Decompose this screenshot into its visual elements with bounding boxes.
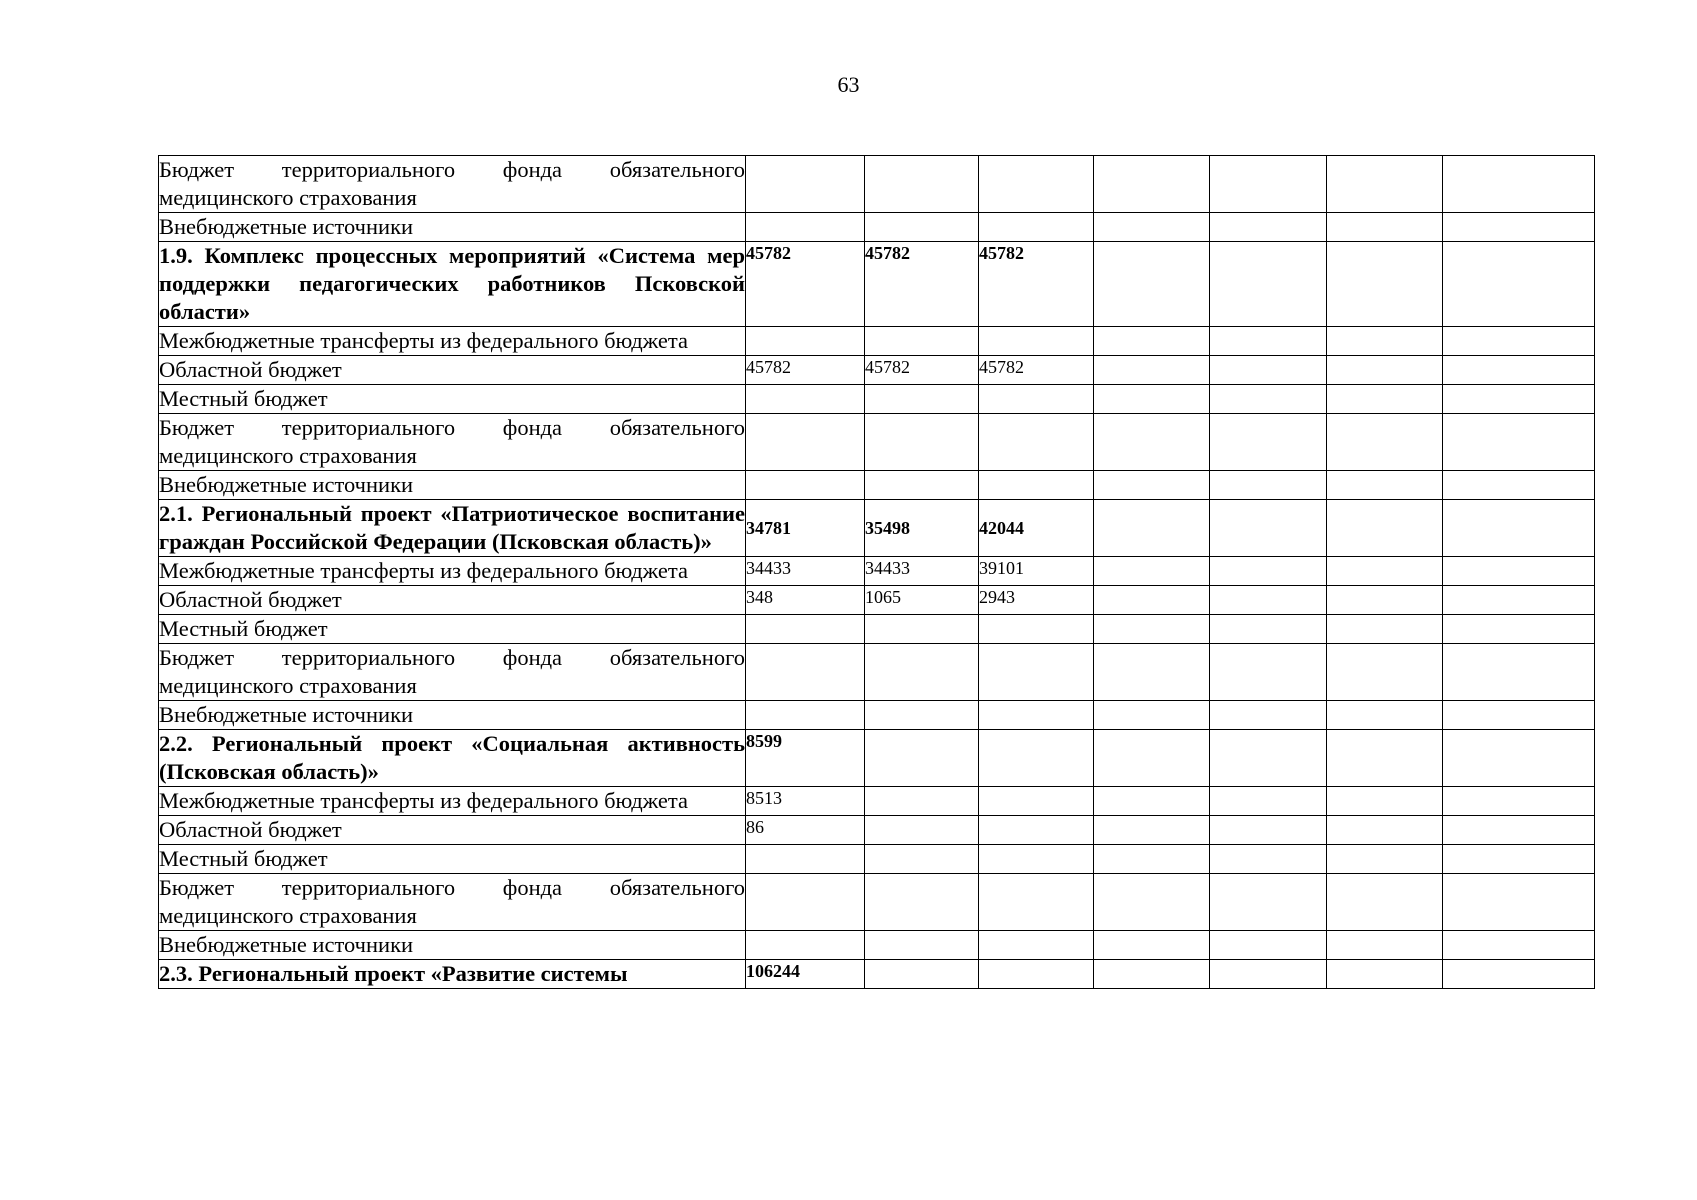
value-cell xyxy=(1327,586,1443,615)
value-cell xyxy=(1094,931,1210,960)
value-cell xyxy=(1327,500,1443,557)
value-cell xyxy=(979,471,1094,500)
value-cell xyxy=(1210,960,1327,989)
table-row xyxy=(159,960,1595,989)
value-cell xyxy=(1327,385,1443,414)
value-cell xyxy=(1094,874,1210,931)
value-cell xyxy=(1210,500,1327,557)
value-cell xyxy=(979,644,1094,701)
value-cell xyxy=(1327,615,1443,644)
value-cell: 348 xyxy=(746,586,865,615)
row-label: Областной бюджет xyxy=(159,356,746,385)
value-cell xyxy=(1094,730,1210,787)
value-cell xyxy=(979,845,1094,874)
table-row xyxy=(159,845,1595,874)
value-cell xyxy=(746,327,865,356)
value-cell xyxy=(1210,586,1327,615)
value-cell: 35498 xyxy=(865,500,979,557)
value-cell xyxy=(1094,960,1210,989)
table-row xyxy=(159,385,1595,414)
value-cell xyxy=(1210,385,1327,414)
value-cell xyxy=(1327,356,1443,385)
value-cell xyxy=(1210,242,1327,327)
value-cell xyxy=(865,931,979,960)
value-cell xyxy=(979,327,1094,356)
section-label: 2.1. Региональный проект «Патриотическое воспитание граждан Российской Федерации (Псковская область)» xyxy=(159,500,746,557)
value-cell xyxy=(1443,787,1595,816)
table-row xyxy=(159,615,1595,644)
value-cell xyxy=(1443,471,1595,500)
value-cell xyxy=(1443,845,1595,874)
value-cell xyxy=(1210,356,1327,385)
value-cell: 1065 xyxy=(865,586,979,615)
value-cell xyxy=(1327,730,1443,787)
table-row xyxy=(159,356,1595,385)
value-cell xyxy=(865,414,979,471)
value-cell: 2943 xyxy=(979,586,1094,615)
value-cell xyxy=(1443,557,1595,586)
value-cell xyxy=(1094,787,1210,816)
value-cell xyxy=(979,414,1094,471)
table-row xyxy=(159,500,1595,557)
value-cell xyxy=(1210,156,1327,213)
value-cell xyxy=(1094,156,1210,213)
value-cell xyxy=(1210,471,1327,500)
value-cell xyxy=(865,471,979,500)
value-cell xyxy=(865,615,979,644)
value-cell xyxy=(1094,242,1210,327)
value-cell: 8513 xyxy=(746,787,865,816)
value-cell xyxy=(1443,156,1595,213)
value-cell: 42044 xyxy=(979,500,1094,557)
value-cell xyxy=(1210,874,1327,931)
value-cell xyxy=(746,845,865,874)
value-cell xyxy=(1327,787,1443,816)
value-cell xyxy=(1443,615,1595,644)
row-label: Местный бюджет xyxy=(159,385,746,414)
value-cell: 45782 xyxy=(746,242,865,327)
value-cell xyxy=(1443,730,1595,787)
value-cell: 106244 xyxy=(746,960,865,989)
value-cell: 34433 xyxy=(746,557,865,586)
table-row xyxy=(159,730,1595,787)
value-cell xyxy=(746,156,865,213)
value-cell xyxy=(1210,730,1327,787)
row-label: Местный бюджет xyxy=(159,615,746,644)
row-label: Бюджет территориального фонда обязательного медицинского страхования xyxy=(159,874,746,931)
value-cell xyxy=(1094,327,1210,356)
value-cell xyxy=(1327,960,1443,989)
value-cell xyxy=(1094,385,1210,414)
row-label: Межбюджетные трансферты из федерального бюджета xyxy=(159,787,746,816)
value-cell xyxy=(1210,931,1327,960)
value-cell xyxy=(746,471,865,500)
value-cell xyxy=(865,787,979,816)
page-number: 63 xyxy=(837,72,860,97)
value-cell xyxy=(1443,931,1595,960)
value-cell xyxy=(1094,615,1210,644)
value-cell xyxy=(1210,615,1327,644)
row-label: Внебюджетные источники xyxy=(159,931,746,960)
value-cell xyxy=(1443,414,1595,471)
row-label: Внебюджетные источники xyxy=(159,213,746,242)
value-cell: 39101 xyxy=(979,557,1094,586)
table-row xyxy=(159,414,1595,471)
value-cell xyxy=(1094,701,1210,730)
value-cell xyxy=(1443,385,1595,414)
value-cell xyxy=(865,874,979,931)
value-cell xyxy=(1327,557,1443,586)
value-cell xyxy=(1327,414,1443,471)
value-cell: 45782 xyxy=(865,242,979,327)
row-label: Внебюджетные источники xyxy=(159,471,746,500)
value-cell xyxy=(979,960,1094,989)
value-cell xyxy=(865,385,979,414)
value-cell xyxy=(1443,874,1595,931)
table-row xyxy=(159,156,1595,213)
table-row xyxy=(159,471,1595,500)
value-cell xyxy=(1443,242,1595,327)
value-cell xyxy=(1210,644,1327,701)
value-cell xyxy=(1443,356,1595,385)
value-cell xyxy=(1094,816,1210,845)
value-cell xyxy=(1327,327,1443,356)
value-cell xyxy=(1094,845,1210,874)
value-cell xyxy=(1094,644,1210,701)
table-row xyxy=(159,586,1595,615)
value-cell xyxy=(746,701,865,730)
budget-table xyxy=(158,155,1595,989)
value-cell xyxy=(1443,213,1595,242)
value-cell xyxy=(979,213,1094,242)
section-label: 2.2. Региональный проект «Социальная активность (Псковская область)» xyxy=(159,730,746,787)
value-cell xyxy=(1094,500,1210,557)
value-cell xyxy=(1094,414,1210,471)
value-cell: 86 xyxy=(746,816,865,845)
value-cell xyxy=(1210,557,1327,586)
row-label: Областной бюджет xyxy=(159,816,746,845)
value-cell xyxy=(746,644,865,701)
value-cell xyxy=(979,931,1094,960)
value-cell xyxy=(746,931,865,960)
value-cell xyxy=(865,701,979,730)
value-cell xyxy=(979,787,1094,816)
value-cell: 34433 xyxy=(865,557,979,586)
value-cell: 45782 xyxy=(979,356,1094,385)
value-cell xyxy=(1210,816,1327,845)
value-cell: 45782 xyxy=(746,356,865,385)
value-cell xyxy=(1443,701,1595,730)
value-cell xyxy=(1327,816,1443,845)
row-label: Внебюджетные источники xyxy=(159,701,746,730)
value-cell xyxy=(1443,644,1595,701)
value-cell xyxy=(979,701,1094,730)
row-label: Местный бюджет xyxy=(159,845,746,874)
value-cell: 34781 xyxy=(746,500,865,557)
value-cell xyxy=(1210,845,1327,874)
table-row xyxy=(159,242,1595,327)
value-cell xyxy=(1210,701,1327,730)
table-row xyxy=(159,701,1595,730)
value-cell xyxy=(1443,500,1595,557)
value-cell xyxy=(979,156,1094,213)
value-cell xyxy=(979,730,1094,787)
table-row xyxy=(159,874,1595,931)
row-label: Межбюджетные трансферты из федерального бюджета xyxy=(159,327,746,356)
value-cell xyxy=(865,327,979,356)
value-cell xyxy=(746,213,865,242)
value-cell xyxy=(979,615,1094,644)
value-cell xyxy=(865,644,979,701)
value-cell xyxy=(1327,644,1443,701)
value-cell: 45782 xyxy=(865,356,979,385)
value-cell xyxy=(865,156,979,213)
row-label: Бюджет территориального фонда обязательного медицинского страхования xyxy=(159,414,746,471)
value-cell xyxy=(746,615,865,644)
table-row xyxy=(159,816,1595,845)
value-cell xyxy=(1094,586,1210,615)
value-cell xyxy=(1327,845,1443,874)
value-cell xyxy=(865,845,979,874)
value-cell xyxy=(1210,414,1327,471)
value-cell xyxy=(865,960,979,989)
row-label: Областной бюджет xyxy=(159,586,746,615)
value-cell xyxy=(979,816,1094,845)
value-cell xyxy=(865,213,979,242)
budget-table-body xyxy=(159,156,1595,989)
value-cell xyxy=(1327,156,1443,213)
table-row xyxy=(159,931,1595,960)
value-cell: 8599 xyxy=(746,730,865,787)
value-cell xyxy=(1327,931,1443,960)
value-cell xyxy=(1210,787,1327,816)
value-cell xyxy=(746,874,865,931)
value-cell xyxy=(1443,816,1595,845)
value-cell xyxy=(979,874,1094,931)
row-label: Межбюджетные трансферты из федерального бюджета xyxy=(159,557,746,586)
value-cell xyxy=(1094,557,1210,586)
value-cell xyxy=(979,385,1094,414)
value-cell xyxy=(1094,356,1210,385)
value-cell xyxy=(1210,213,1327,242)
value-cell xyxy=(865,730,979,787)
value-cell xyxy=(1443,586,1595,615)
value-cell xyxy=(1327,874,1443,931)
row-label: Бюджет территориального фонда обязательного медицинского страхования xyxy=(159,156,746,213)
value-cell xyxy=(1327,213,1443,242)
value-cell xyxy=(1443,327,1595,356)
table-row xyxy=(159,644,1595,701)
section-label: 1.9. Комплекс процессных мероприятий «Система мер поддержки педагогических работников Псковской области» xyxy=(159,242,746,327)
value-cell xyxy=(1327,242,1443,327)
value-cell xyxy=(746,414,865,471)
value-cell xyxy=(1327,701,1443,730)
value-cell: 45782 xyxy=(979,242,1094,327)
table-row xyxy=(159,557,1595,586)
table-row xyxy=(159,327,1595,356)
value-cell xyxy=(865,816,979,845)
row-label: Бюджет территориального фонда обязательного медицинского страхования xyxy=(159,644,746,701)
value-cell xyxy=(1094,471,1210,500)
section-label: 2.3. Региональный проект «Развитие системы xyxy=(159,960,746,989)
value-cell xyxy=(746,385,865,414)
value-cell xyxy=(1443,960,1595,989)
table-row xyxy=(159,213,1595,242)
table-row xyxy=(159,787,1595,816)
value-cell xyxy=(1327,471,1443,500)
value-cell xyxy=(1210,327,1327,356)
value-cell xyxy=(1094,213,1210,242)
